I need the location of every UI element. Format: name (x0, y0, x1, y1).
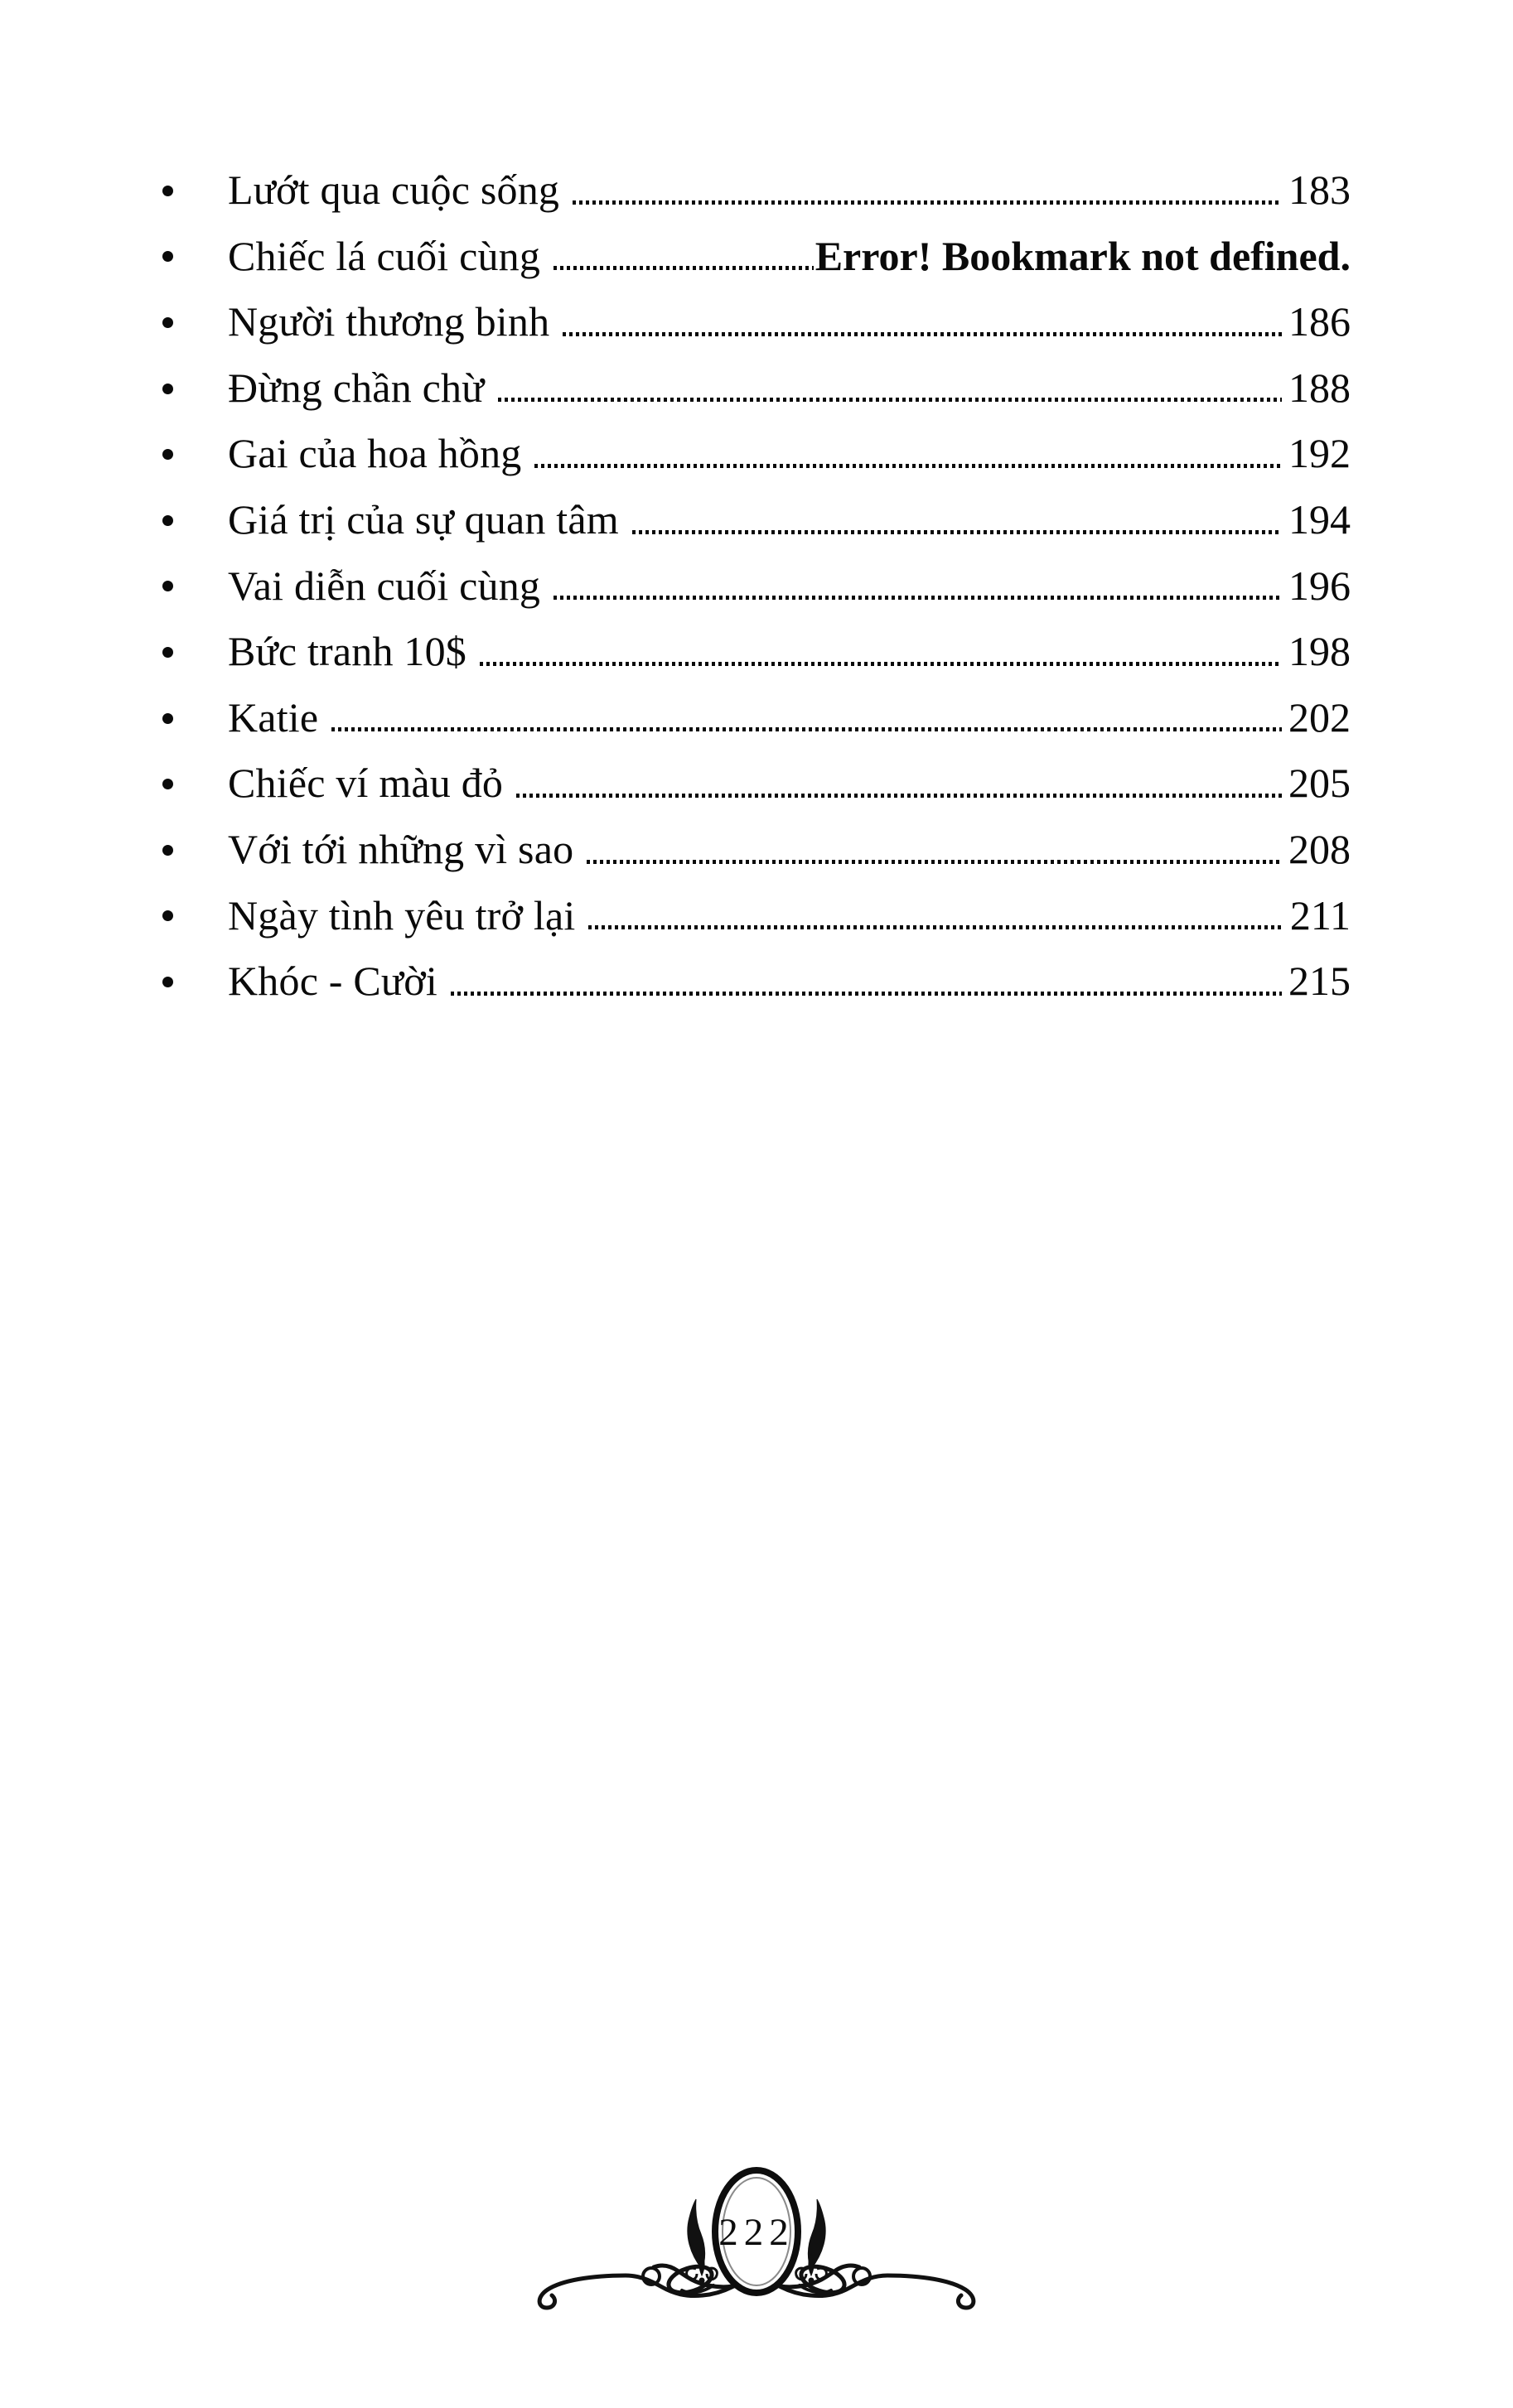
dotted-leader (588, 883, 1283, 949)
toc-entry[interactable] (162, 948, 1351, 1015)
toc-entry-target: 211 (1289, 891, 1351, 939)
toc-entry-title: Người thương binh (228, 298, 550, 345)
toc-entry[interactable] (162, 750, 1351, 817)
toc-entry-title: Vai diễn cuối cùng (228, 562, 541, 609)
toc-entry[interactable] (162, 883, 1351, 949)
dotted-leader (534, 421, 1282, 487)
toc-entry[interactable] (162, 817, 1351, 883)
toc-entry-target: 208 (1288, 825, 1351, 872)
toc-entry-title: Khóc - Cười (228, 958, 437, 1005)
toc-entry-target: Error! Bookmark not defined. (815, 232, 1351, 279)
toc-entry[interactable] (162, 355, 1351, 422)
dotted-leader (587, 817, 1282, 883)
bullet-icon (162, 619, 228, 685)
toc-entry-title: Katie (228, 693, 319, 741)
bullet-icon (162, 553, 228, 620)
bullet-icon (162, 487, 228, 553)
toc-entry-target: 194 (1288, 495, 1351, 543)
dotted-leader (553, 224, 814, 290)
dotted-leader (573, 157, 1282, 224)
dotted-leader (516, 750, 1282, 817)
toc-entry-target: 196 (1288, 562, 1351, 609)
dotted-leader (498, 355, 1283, 422)
bullet-icon (162, 355, 228, 422)
dotted-leader (480, 619, 1282, 685)
footer-page-number: 222 (718, 2211, 795, 2254)
toc-entry[interactable] (162, 685, 1351, 751)
dotted-leader (553, 553, 1282, 620)
bullet-icon (162, 883, 228, 949)
toc-entry-target: 188 (1288, 364, 1351, 411)
toc-entry-target: 202 (1288, 693, 1351, 741)
ornament-graphic (524, 2145, 989, 2335)
bullet-icon (162, 750, 228, 817)
toc-entry-title: Chiếc lá cuối cùng (228, 232, 541, 279)
dotted-leader (451, 948, 1282, 1015)
page-number-ornament (524, 2145, 989, 2335)
toc-entry-target: 192 (1288, 430, 1351, 477)
bullet-icon (162, 948, 228, 1015)
toc-entry-title: Chiếc ví màu đỏ (228, 760, 504, 807)
dotted-leader (331, 685, 1282, 751)
toc-entry[interactable] (162, 619, 1351, 685)
toc-entry-target: 183 (1288, 166, 1351, 213)
toc-entry[interactable] (162, 289, 1351, 355)
toc-entry[interactable] (162, 487, 1351, 553)
toc-entry-target: 205 (1288, 760, 1351, 807)
toc-entry[interactable] (162, 157, 1351, 224)
bullet-icon (162, 421, 228, 487)
toc-entry[interactable] (162, 553, 1351, 620)
toc-entry-title: Với tới những vì sao (228, 825, 574, 872)
toc-entry-target: 186 (1288, 298, 1351, 345)
toc-entry[interactable] (162, 421, 1351, 487)
bullet-icon (162, 817, 228, 883)
bullet-icon (162, 685, 228, 751)
dotted-leader (563, 289, 1282, 355)
toc-entry-title: Ngày tình yêu trở lại (228, 891, 576, 939)
bullet-icon (162, 157, 228, 224)
toc-entry-title: Giá trị của sự quan tâm (228, 495, 619, 543)
toc-list (162, 157, 1351, 1015)
toc-entry[interactable] (162, 224, 1351, 290)
bullet-icon (162, 224, 228, 290)
dotted-leader (632, 487, 1282, 553)
toc-entry-target: 215 (1288, 958, 1351, 1005)
toc-entry-title: Bức tranh 10$ (228, 628, 466, 675)
toc-entry-title: Gai của hoa hồng (228, 430, 522, 477)
toc-entry-title: Lướt qua cuộc sống (228, 166, 560, 213)
toc-entry-title: Đừng chần chừ (228, 364, 485, 411)
toc-entry-target: 198 (1288, 628, 1351, 675)
bullet-icon (162, 289, 228, 355)
